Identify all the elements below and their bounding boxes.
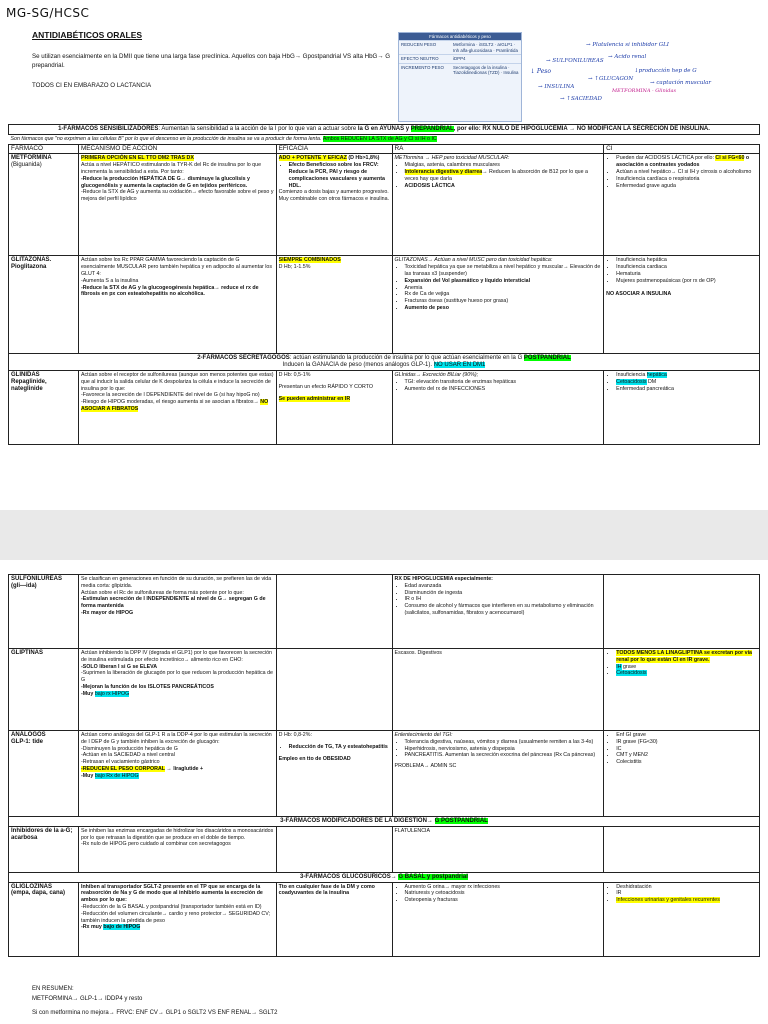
contraindication-highlight: IH — [616, 663, 622, 670]
mechanism-text: → liraglutide + — [164, 765, 204, 772]
adverse-item: • Disminunción de ingesta — [405, 590, 602, 597]
weight-effect-table-image — [398, 32, 522, 122]
summary-footer — [32, 984, 277, 1018]
mechanism-text: -Reduce la producción HEPÁTICA DE G→ disminuye la glucolisis y glucogenólisis y aumenta la captación de G en tejidos periféricos. — [80, 175, 250, 189]
efficacy-text: Empleo en tto de OBESIDAD — [278, 755, 351, 762]
section-2-text: : actúan estimulando la producción de insulina por lo que actúan esencialmente en la G — [289, 355, 524, 362]
mechanism-highlight: bajo de HIPOG — [103, 924, 141, 931]
mechanism-text: -Mejoran la función de los ISLOTES PANCREÁTICOS — [80, 683, 214, 690]
contraindication-item: • Insuficiencia hepática — [616, 257, 757, 264]
table-row-glitazonas — [9, 256, 760, 354]
intro-note: TODOS CI EN EMBARAZO O LACTANCIA — [32, 82, 152, 89]
adverse-item: Escasos. Digestivos — [394, 650, 442, 656]
mechanism-text: -Disminuyen la producción hepática de G — [80, 745, 178, 752]
drug-example: (gli—ida) — [11, 582, 37, 589]
adverse-item: • Rx de Ca de vejiga — [405, 291, 602, 298]
adverse-item: • Expansión del Vol plasmático y líquido intersticial — [405, 278, 602, 285]
contraindication-item: • Hematuria — [616, 271, 757, 278]
adverse-item: • Consumo de alcohol y fármacos que interfieren en su metabolismo y eliminación (salicilatos, sulfonamidas, fibratos y acenocumarol) — [405, 603, 602, 617]
contraindication-item: • Colecistitis — [616, 759, 757, 766]
adverse-intro: RX DE HIPOGLUCEMIA especialmente: — [394, 576, 493, 582]
weight-table-row — [399, 63, 521, 77]
section-2-highlight: POSTPANDRIAL — [523, 355, 571, 362]
handwritten-note: → SULFONILUREAS — [546, 58, 604, 64]
efficacy-bullet: • Efecto Beneficioso sobre los FRCV: Reduce la PCR, PAI y riesgo de complicaciones vasculares y aumenta HDL. — [289, 162, 390, 189]
mechanism-text: -Rx nulo de HIPOG pero cuidado al combinar con secretagogos — [80, 841, 231, 848]
handwritten-note: ↓producción hep de G — [634, 68, 697, 74]
mechanism-text: -Actúan en la SACIEDAD a nivel central — [80, 752, 175, 759]
mechanism-text: -Muy — [80, 690, 95, 697]
adverse-item: • Aumento del rx de INFECCIONES — [405, 386, 602, 393]
efficacy-cell — [276, 826, 392, 872]
handwritten-note: METFORMINA · Glinidas — [612, 88, 677, 94]
summary-line: Si con metformina no mejora→ FRVC: ENF CV→ GLP1 o SGLT2 VS ENF RENAL→ SGLT2 — [32, 1010, 278, 1016]
table-row-metformina — [9, 154, 760, 256]
mechanism-text: Actúan sobre el Rc de sulfonilureas de forma más potente por lo que: — [80, 589, 244, 596]
col-header-mecanismo: MECANISMO DE ACCIÓN — [78, 144, 276, 154]
weight-row-label: REDUCEN PESO — [401, 42, 437, 47]
col-header-ci: CI — [604, 144, 760, 154]
col-header-farmaco: FÁRMACO — [9, 144, 79, 154]
contraindication-item: • IR grave (FG<30) — [616, 739, 757, 746]
adverse-item: • PANCREATITIS. Aumentan la secreción exocrina del páncreas (Rx Ca páncreas) — [405, 752, 602, 759]
table-row-gliptinas — [9, 649, 760, 731]
section-1-highlight: PREPANDRIAL — [410, 126, 454, 132]
adverse-item: • Edad avanzada — [405, 583, 602, 590]
mechanism-text: -Reducción de la G BASAL y postpandrial (transportador también está en ID) — [80, 903, 262, 910]
contraindication-item: • Actúan a nivel hepático→ CI si IH y cirrosis o alcoholismo — [616, 169, 757, 176]
section-2-title: 2-FÁRMACOS SECRETAGOGOS — [197, 355, 290, 362]
section-4-highlight: G BASAL y postpandrial — [398, 873, 468, 880]
efficacy-bullet: • Reducción de TG, TA y esteatohepatitis — [289, 744, 390, 751]
mechanism-text: -Rx mayor de HIPOG — [80, 609, 134, 616]
section-header — [9, 817, 760, 827]
contraindication-highlight: CI si FG<60 — [715, 155, 745, 162]
adverse-item: • Toxicidad hepática ya que se metabiliza a nivel hepático y muscular→ Elevación de las transas x3 (suspender) — [405, 264, 602, 278]
weight-table-header: Fármacos antidiabéticos y peso — [399, 33, 521, 40]
drug-example: Repaglinide, nateglinide — [11, 378, 47, 392]
drug-example: acarbosa — [11, 834, 38, 841]
adverse-note: PROBLEMA→ ADMIN SC — [394, 763, 457, 770]
mechanism-text: -Retrasan el vaciamiento gástrico — [80, 759, 160, 766]
weight-row-items: Secretagogos de la insulina · Tiazolidinedionas (TZD) · Insulina — [453, 64, 519, 75]
drug-example: Pioglitazona — [11, 264, 47, 271]
contraindication-item: • Insuficiencia cardiaca — [616, 264, 757, 271]
mechanism-text: Actúan como análogos del GLP-1 R a la DDP-4 por lo que estimulan la secreción de I DEP de G y también inhiben la excreción de glucagón: — [80, 732, 272, 745]
drug-name: GLINIDAS — [11, 371, 40, 378]
mechanism-text: -Aumenta S a la insulina — [80, 277, 139, 284]
contraindication-item: Pueden dar ACIDOSIS LÁCTICA por ello: — [616, 155, 714, 162]
efficacy-highlight: ADO + POTENTE Y EFICAZ — [278, 155, 347, 162]
mechanism-highlight: -REDUCEN EL PESO CORPORAL — [80, 765, 165, 772]
contraindication-item: • Insuficiencia cardíaca o respiratoria — [616, 176, 757, 183]
handwritten-header: MG-SG/HCSC — [6, 6, 90, 20]
adverse-item: • Natriuresis y cetoacidosis — [405, 890, 602, 897]
mechanism-text: -Reduce la STX de AG y la glucogeogénesis hepática→ reduce el rx de fibrosis en px con esteatohepatitis no alcohólica. — [80, 284, 259, 298]
handwritten-note: → ↑SACIEDAD — [560, 96, 602, 102]
mechanism-text: Inhiben al transportador SGLT-2 presente en el TP que se encarga de la reabsorción de Na y G de modo que al inhibirlo aumenta la excreción de ambos por lo que: — [80, 883, 263, 904]
contraindication-item: • Enfermedad pancreática — [616, 386, 757, 393]
adverse-item: • Aumento de peso — [405, 305, 602, 312]
antidiabetics-table-1 — [8, 124, 760, 445]
contraindication-item: • IR — [616, 890, 757, 897]
weight-row-label: INCREMENTO PESO — [401, 64, 444, 70]
contraindication-highlight: Infecciones urinarias y genitales recurrentes — [616, 897, 720, 904]
mechanism-highlight: bajo rx HIPOG — [94, 690, 130, 697]
adverse-item: • Osteopenia y fracturas — [405, 897, 602, 904]
section-header — [9, 354, 760, 371]
mechanism-highlight: PRIMERA OPCIÓN EN EL TTO DM2 TRAS DX — [80, 155, 194, 162]
drug-name: GLIGLOZINAS — [11, 883, 52, 890]
drug-name: METFORMINA — [11, 155, 52, 162]
contraindication-item: • Enfermedad grave aguda — [616, 183, 757, 190]
mechanism-text: -Muy — [80, 772, 95, 779]
adverse-item: FLATULENCIA — [394, 827, 431, 834]
section-1-text: la G en AYUNAS y — [357, 126, 411, 132]
section-1-title: 1-FÁRMACOS SENSIBILIZADORES — [58, 126, 159, 132]
efficacy-text: D Hb; 1-1.5% — [278, 264, 311, 271]
efficacy-highlight: Se pueden administrar en IR — [278, 395, 351, 402]
efficacy-text: Presentan un efecto RÁPIDO Y CORTO — [278, 383, 374, 390]
handwritten-note: → captación muscular — [650, 80, 712, 86]
adverse-item: → Reducen la absorción de B12 por lo que a veces hay que darla — [404, 168, 588, 182]
contraindication-item: • Deshidratación — [616, 884, 757, 891]
mechanism-text: Actúan sobre el receptor de sulfonilureas (aunque son menos potentes que estas) que al inducir la salida celular de K despolariza la célula e induce la secreción de insulina por lo que: — [80, 371, 274, 392]
section-2-text: Inducen la GANACIA de peso (menos análogos GLP-1). — [282, 362, 434, 369]
weight-row-items: iDPP4 — [453, 56, 466, 61]
mechanism-text: Se inhiben las enzimas encargadas de hidrolizar los disacáridos a monosacáridos por lo que retrasan la digestión que se produce en el doble de tiempo. — [80, 827, 274, 841]
section-header — [9, 125, 760, 135]
mechanism-highlight: NO ASOCIAR A FIBRATOS — [80, 399, 269, 412]
handwritten-note: → Acido renal — [608, 54, 647, 60]
contraindication-item: grave — [621, 663, 637, 670]
col-header-ra: RA — [392, 144, 604, 154]
contraindication-note: NO ASOCIAR A INSULINA — [606, 290, 672, 297]
contraindication-highlight: TODOS MENOS LA LINAGLIPTINA se excretan por vía renal por lo que están CI en IR grave. — [616, 650, 752, 663]
adverse-item: • Aumento G orina→ mayor rx infecciones — [405, 884, 602, 891]
drug-name: SULFONILUREAS — [11, 576, 62, 582]
section-2-highlight: NO USAR EN DM1 — [433, 362, 486, 369]
mechanism-text: -Riesgo de HIPOG moderadas, el riesgo aumenta si se asocian a fibratos→ — [80, 399, 261, 406]
section-1-subhighlight: Ambos REDUCEN LA STX de AG y CI si IH o IC — [322, 135, 437, 142]
contraindication-item: • CMT y MEN2 — [616, 752, 757, 759]
section-subheader — [9, 134, 760, 144]
mechanism-text: Actúan inhibiendo la DPP IV (degrada el GLP1) por lo que favorecen la secreción de insulina estimulada por efecto incretínico→ alimento rico en CHO: — [80, 650, 272, 663]
weight-table-row — [399, 40, 521, 54]
efficacy-text: D Hb: 0,8-2%: — [278, 732, 312, 738]
column-header-row — [9, 144, 760, 154]
adverse-item: • ACIDOSIS LÁCTICA — [405, 183, 602, 190]
drug-name: Inhibidores de la a-G; — [11, 827, 73, 834]
adverse-item: • Anemia — [405, 285, 602, 292]
weight-row-items: Metformina · iSGLT2 · arGLP1 · Inh alfa-glucosidasa · Pramlintida — [453, 42, 518, 53]
adverse-item: • Mialgias, astenia, calambres musculares — [405, 162, 602, 169]
table-row-analogos-glp1 — [9, 731, 760, 817]
section-1-subtext: Son fármacos que "no exprimen a las células B" por lo que el descenso en la producción de insulina se va a producir de forma lenta. — [10, 135, 323, 142]
contraindication-item: o asociación a contrastes yodados — [616, 155, 750, 169]
adverse-intro: GLInidas→ Excreción BILiar (90%); — [394, 371, 479, 378]
section-header — [9, 872, 760, 882]
adverse-item: • TGI: elevación transitoria de enzimas hepáticas — [405, 379, 602, 386]
mechanism-text: -Reduce la STX de AG y aumenta su oxidación→ efecto favorable sobre el peso y mejora del perfil lipídico — [80, 189, 274, 203]
mechanism-highlight: bajo Rx de HIPOG — [94, 772, 139, 779]
mechanism-text: -Suprimen la liberación de glucagón por lo que reducen la producción hepática de G — [80, 670, 273, 684]
table-row-inhibidores-ag — [9, 826, 760, 872]
section-3-title: 3-FÁRMACOS MODIFICADORES DE LA DIGESTIÓN→ — [280, 818, 435, 824]
mechanism-text: -Estimulan secreción de I INDEPENDIENTE al nivel de G→ segregan G de forma mantenida — [80, 596, 266, 610]
antidiabetics-table-2 — [8, 574, 760, 957]
handwritten-note: → ↑GLUCAGON — [588, 76, 634, 82]
contraindication-cell — [604, 575, 760, 649]
mechanism-text: Se clasifican en generaciones en función de su duración, se prefieren las de vida media corta: glipizida. — [80, 576, 272, 589]
efficacy-text: Comienzo a dosis bajas y aumento progresivo. Muy combinable con otros fármacos e insulina. — [278, 189, 390, 203]
contraindication-item: Insuficiencia — [616, 371, 647, 378]
mechanism-text: -Rx muy — [80, 924, 104, 931]
handwritten-note: ↓ Peso — [530, 68, 551, 75]
contraindication-item: • Mujeres postmenopaúsicas (por rx de OP) — [616, 278, 757, 285]
summary-line: METFORMINA→ GLP-1→ IDDP4 y resto — [32, 996, 143, 1002]
table-row-gliglozinas — [9, 882, 760, 956]
weight-table-row — [399, 54, 521, 63]
mechanism-text: -Reducción del volumen circulante→ cardio y reno protector→ SEGURIDAD CV; también inducen la pérdida de peso — [80, 910, 271, 924]
contraindication-item: DM — [646, 378, 657, 385]
drug-name: GLITAZONAS. — [11, 257, 52, 264]
contraindication-highlight: hepática — [646, 371, 667, 378]
drug-class: (Biguanida) — [11, 162, 42, 169]
adverse-item: • Fracturas óseas (sustituye hueso por grasa) — [405, 298, 602, 305]
section-1-text: : Aumentan la sensibilidad a la acción de la I por lo que van a actuar sobre — [158, 126, 358, 132]
section-3-highlight: G POSTPANDRIAL — [434, 818, 488, 824]
handwritten-note: → INSULINA — [538, 84, 575, 90]
table-row-glinidas — [9, 370, 760, 444]
page-1 — [0, 0, 768, 510]
adverse-item: • Hiperhidrosis, nerviosismo, astenia y dispepsia — [405, 746, 602, 753]
mechanism-text: Actúan sobre los Rc PPAR GAMMA favoreciendo la captación de G esencialmente MUSCULAR pero también hepática y en adipocito al aumentar los GLUT 4: — [80, 257, 273, 277]
adverse-item: • IR o IH — [405, 596, 602, 603]
adverse-intro: GLITAZONAS→ Actúan a nivel MUSC pero dan toxicidad hepática: — [394, 257, 553, 264]
contraindication-item: • Enf GI grave — [616, 732, 757, 739]
mechanism-text: Actúa a nivel HEPÁTICO estimulando la TYR-K del Rc de insulina por lo que incrementa la sensibilidad a esta. Por tanto: — [80, 162, 262, 175]
mechanism-text: -SOLO liberan I si G se ELEVA — [80, 663, 158, 670]
drug-example: GLP-1: tide — [11, 738, 44, 745]
drug-name: GLIPTINAS — [11, 650, 44, 656]
adverse-intro: METformina → HEP pero toxicidad MUSCULAR: — [394, 155, 510, 162]
page-title: ANTIDIABÉTICOS ORALES — [32, 30, 143, 40]
efficacy-text: (D Hb>1,8%) — [346, 155, 380, 162]
contraindication-cell — [604, 826, 760, 872]
summary-heading: EN RESUMEN: — [32, 986, 74, 992]
drug-example: (empa, dapa, cana) — [11, 890, 66, 897]
table-row-sulfonilureas — [9, 575, 760, 649]
weight-row-label: EFECTO NEUTRO — [401, 56, 439, 61]
adverse-highlight: Intolerancia digestiva y diarrea — [404, 168, 483, 175]
intro-text: Se utilizan esencialmente en la DMII que tiene una larga fase preclínica. Aquellos con baja HbG→ Gpostpandrial VS alta HbG→ G prepandrial. — [32, 53, 391, 69]
section-4-title: 3-FÁRMACOS GLUCOSÚRICOS→ — [300, 873, 399, 880]
efficacy-highlight: SIEMPRE COMBINADOS — [278, 257, 341, 264]
efficacy-text: D Hb: 0,5-1% — [278, 371, 311, 378]
page-2 — [0, 560, 768, 1024]
contraindication-highlight: Cetoacidosis — [616, 670, 647, 677]
efficacy-cell — [276, 649, 392, 731]
contraindication-item: • IC — [616, 746, 757, 753]
contraindication-highlight: Cetoacidosis — [616, 378, 647, 385]
adverse-item: • Tolerancia digestiva, naúseas, vómitos y diarrea (usualmente remiten a las 3-4s) — [405, 739, 602, 746]
section-1-text: , por ello: RX NULO DE HIPOGLUCEMIA → NO MODIFICAN LA SECRECIÓN DE INSULINA. — [453, 126, 710, 132]
efficacy-cell — [276, 575, 392, 649]
mechanism-text: -Favorece la secreción de I DEPENDIENTE del nivel de G (si hay hipoG no) — [80, 392, 260, 399]
drug-name: ANÁLOGOS — [11, 732, 46, 738]
handwritten-note: → Platulencia si inhibidor GLI — [586, 42, 669, 48]
efficacy-text: Tto en cualquier fase de la DM y como coadyuvantes de la insulina — [278, 883, 375, 897]
adverse-intro: Enlentecimiento del TGI: — [394, 732, 453, 738]
col-header-eficacia: EFICACIA — [276, 144, 392, 154]
